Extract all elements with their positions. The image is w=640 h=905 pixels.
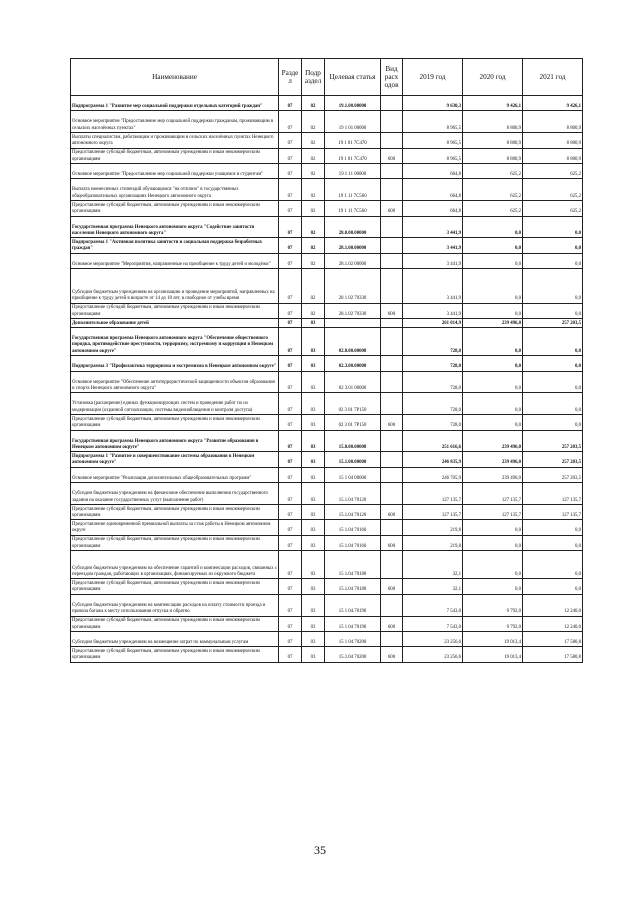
row-section-cell: 07 <box>279 356 302 371</box>
row-subsection-cell: 03 <box>302 579 325 594</box>
row-article-cell: 15.1.04 70200 <box>325 647 381 662</box>
row-value-2021: 8 800,9 <box>523 111 583 133</box>
budget-table <box>70 58 583 663</box>
table-row <box>71 594 583 616</box>
row-article-cell: 15 1 04 00000 <box>325 467 381 482</box>
row-section-cell: 07 <box>279 452 302 467</box>
row-value-2021: 0,0 <box>523 303 583 318</box>
row-value-2019: 7 543,0 <box>403 594 463 616</box>
row-name-cell: Предоставление субсидий бюджетным, автономным учреждениям и иным некоммерческим организациям <box>71 505 279 520</box>
row-name-cell: Основное мероприятие "Предоставление мер социальной поддержки гражданам, проживающим в сельских населённых пунктах" <box>71 111 279 133</box>
row-value-2021: 0,0 <box>523 579 583 594</box>
row-subsection-cell: 03 <box>302 356 325 371</box>
row-value-2019: 664,8 <box>403 201 463 216</box>
row-value-2019: 127 135,7 <box>403 505 463 520</box>
row-value-2020: 0,0 <box>463 216 523 238</box>
row-value-2019: 219,8 <box>403 520 463 535</box>
table-row <box>71 393 583 415</box>
row-value-2021: 0,0 <box>523 269 583 304</box>
row-value-2021: 625,2 <box>523 201 583 216</box>
row-subsection-cell: 02 <box>302 253 325 268</box>
table-row <box>71 452 583 467</box>
row-value-2020: 239 496,0 <box>463 430 523 452</box>
table-row <box>71 616 583 631</box>
row-section-cell: 07 <box>279 303 302 318</box>
row-value-2019: 3 441,9 <box>403 238 463 253</box>
row-section-cell: 07 <box>279 371 302 393</box>
row-section-cell: 07 <box>279 520 302 535</box>
row-value-2020: 0,0 <box>463 238 523 253</box>
row-expense-type-cell: 600 <box>381 303 403 318</box>
row-subsection-cell: 03 <box>302 535 325 550</box>
table-body <box>71 96 583 663</box>
row-expense-type-cell: 600 <box>381 415 403 430</box>
row-article-cell: 19.1.00.00000 <box>325 96 381 111</box>
table-row <box>71 133 583 148</box>
row-expense-type-cell: 600 <box>381 535 403 550</box>
row-expense-type-cell <box>381 483 403 505</box>
row-value-2021: 0,0 <box>523 371 583 393</box>
table-row <box>71 328 583 356</box>
row-name-cell: Субсидии бюджетным учреждениям на обеспечение гарантий и компенсации расходов, связанных с переездом граждан, работающих в организациях, финансируемых из окружного бюджета <box>71 551 279 579</box>
row-subsection-cell: 02 <box>302 148 325 163</box>
row-value-2020: 0,0 <box>463 535 523 550</box>
row-name-cell: Предоставление субсидий бюджетным, автономным учреждениям и иным некоммерческим организациям <box>71 303 279 318</box>
row-section-cell: 07 <box>279 616 302 631</box>
row-name-cell: Предоставление субсидий бюджетным, автономным учреждениям и иным некоммерческим организациям <box>71 148 279 163</box>
row-article-cell <box>325 319 381 328</box>
row-value-2020: 0,0 <box>463 371 523 393</box>
row-name-cell: Субсидии бюджетным учреждениям на организацию и проведение мероприятий, направленных на приобщение к труду детей в возрасте от 14 до 18 лет, в свободное от учебы время <box>71 269 279 304</box>
row-article-cell: 02 3.01 00000 <box>325 371 381 393</box>
row-section-cell: 07 <box>279 238 302 253</box>
row-name-cell: Предоставление единовременной премиальной выплаты за стаж работы в Ненецком автономном округе <box>71 520 279 535</box>
row-expense-type-cell <box>381 133 403 148</box>
row-subsection-cell: 03 <box>302 631 325 646</box>
row-expense-type-cell <box>381 430 403 452</box>
header-year-2021: 2021 год <box>523 59 583 96</box>
row-expense-type-cell: 600 <box>381 647 403 662</box>
table-row <box>71 631 583 646</box>
row-expense-type-cell <box>381 328 403 356</box>
header-year-2019: 2019 год <box>403 59 463 96</box>
row-name-cell: Установка (расширение) единых функционирующих систем и проведение работ по их модернизации (охранной сигнализации, системы видеонаблюдения и контроля доступа) <box>71 393 279 415</box>
row-name-cell: Подпрограмма 3 "Профилактика терроризма и экстремизма в Ненецком автономном округе" <box>71 356 279 371</box>
row-section-cell: 07 <box>279 163 302 178</box>
row-name-cell: Предоставление субсидий бюджетным, автономным учреждениям и иным некоммерческим организациям <box>71 415 279 430</box>
row-article-cell: 15 1.04 70180 <box>325 551 381 579</box>
row-section-cell: 07 <box>279 594 302 616</box>
row-value-2020: 0,0 <box>463 415 523 430</box>
row-subsection-cell: 03 <box>302 647 325 662</box>
row-value-2020: 9 792,0 <box>463 594 523 616</box>
row-expense-type-cell <box>381 371 403 393</box>
row-name-cell: Субсидии бюджетным учреждениям на возмещение затрат по коммунальным услугам <box>71 631 279 646</box>
row-name-cell: Предоставление субсидий бюджетным, автономным учреждениям и иным некоммерческим организациям <box>71 201 279 216</box>
row-value-2019: 3 441,9 <box>403 253 463 268</box>
row-value-2021: 17 580,8 <box>523 631 583 646</box>
row-value-2019: 246 705,9 <box>403 467 463 482</box>
page-number: 35 <box>314 843 326 857</box>
row-section-cell: 07 <box>279 505 302 520</box>
row-expense-type-cell: 600 <box>381 148 403 163</box>
row-value-2021: 0,0 <box>523 238 583 253</box>
row-value-2020: 0,0 <box>463 579 523 594</box>
row-name-cell: Дополнительное образование детей <box>71 319 279 328</box>
row-subsection-cell: 03 <box>302 520 325 535</box>
table-row <box>71 371 583 393</box>
row-article-cell: 02 3 01 7Р150 <box>325 393 381 415</box>
table-row <box>71 356 583 371</box>
row-value-2020: 9 426,1 <box>463 96 523 111</box>
row-name-cell: Выплата ежемесячных стипендий обучающимся "на отлично" в государственных общеобразовательных организациях Ненецкого автономного округа <box>71 179 279 201</box>
row-section-cell: 07 <box>279 201 302 216</box>
row-subsection-cell: 02 <box>302 133 325 148</box>
table-row <box>71 647 583 662</box>
row-value-2021: 0,0 <box>523 415 583 430</box>
row-value-2021: 12 240,0 <box>523 594 583 616</box>
row-expense-type-cell <box>381 520 403 535</box>
row-expense-type-cell <box>381 356 403 371</box>
row-article-cell: 15.1.00.00000 <box>325 452 381 467</box>
row-value-2021: 257 203,5 <box>523 467 583 482</box>
table-row <box>71 319 583 328</box>
row-article-cell: 15 1.04 70160 <box>325 535 381 550</box>
row-section-cell: 07 <box>279 148 302 163</box>
row-expense-type-cell <box>381 452 403 467</box>
row-value-2020: 0,0 <box>463 303 523 318</box>
row-subsection-cell: 02 <box>302 179 325 201</box>
row-value-2019: 3 441,9 <box>403 269 463 304</box>
row-section-cell: 07 <box>279 551 302 579</box>
table-row <box>71 96 583 111</box>
row-name-cell: Предоставление субсидий бюджетным, автономным учреждениям и иным некоммерческим организациям <box>71 579 279 594</box>
row-expense-type-cell <box>381 238 403 253</box>
row-value-2021: 257 203,5 <box>523 430 583 452</box>
row-value-2019: 32,1 <box>403 579 463 594</box>
row-article-cell: 19 1 01 7С470 <box>325 133 381 148</box>
row-value-2021: 625,2 <box>523 179 583 201</box>
row-section-cell: 07 <box>279 647 302 662</box>
row-value-2020: 0,0 <box>463 520 523 535</box>
row-value-2019: 8 965,5 <box>403 111 463 133</box>
row-section-cell: 07 <box>279 535 302 550</box>
row-expense-type-cell: 600 <box>381 201 403 216</box>
row-value-2020: 127 135,7 <box>463 483 523 505</box>
row-value-2021: 127 135,7 <box>523 483 583 505</box>
row-expense-type-cell <box>381 96 403 111</box>
row-section-cell: 07 <box>279 216 302 238</box>
table-row <box>71 551 583 579</box>
row-expense-type-cell <box>381 179 403 201</box>
row-subsection-cell: 02 <box>302 163 325 178</box>
row-section-cell: 07 <box>279 111 302 133</box>
row-value-2019: 728,0 <box>403 356 463 371</box>
row-subsection-cell: 03 <box>302 551 325 579</box>
row-value-2021: 0,0 <box>523 535 583 550</box>
table-row <box>71 148 583 163</box>
row-article-cell: 19 1 01 7С470 <box>325 148 381 163</box>
row-expense-type-cell <box>381 551 403 579</box>
row-subsection-cell: 03 <box>302 430 325 452</box>
row-value-2019: 3 441,9 <box>403 216 463 238</box>
row-value-2020: 8 800,9 <box>463 111 523 133</box>
row-value-2019: 219,8 <box>403 535 463 550</box>
row-expense-type-cell <box>381 594 403 616</box>
row-value-2020: 127 135,7 <box>463 505 523 520</box>
table-row <box>71 201 583 216</box>
row-subsection-cell: 03 <box>302 393 325 415</box>
row-value-2019: 9 630,3 <box>403 96 463 111</box>
row-name-cell: Предоставление субсидий бюджетным, автономным учреждениям и иным некоммерческим организациям <box>71 535 279 550</box>
header-article: Целевая статья <box>325 59 381 96</box>
row-name-cell: Подпрограмма 1 "Активная политика занятости и социальная поддержка безработных граждан" <box>71 238 279 253</box>
row-value-2019: 728,0 <box>403 415 463 430</box>
table-row <box>71 579 583 594</box>
row-value-2019: 261 014,9 <box>403 319 463 328</box>
row-name-cell: Предоставление субсидий бюджетным, автономным учреждениям и иным некоммерческим организациям <box>71 647 279 662</box>
row-value-2021: 17 580,8 <box>523 647 583 662</box>
row-expense-type-cell <box>381 319 403 328</box>
row-value-2019: 728,0 <box>403 328 463 356</box>
row-expense-type-cell: 600 <box>381 616 403 631</box>
row-expense-type-cell <box>381 163 403 178</box>
row-value-2020: 9 792,0 <box>463 616 523 631</box>
row-value-2020: 239 496,0 <box>463 467 523 482</box>
row-value-2019: 23 256,6 <box>403 631 463 646</box>
row-value-2021: 0,0 <box>523 356 583 371</box>
row-subsection-cell: 03 <box>302 483 325 505</box>
row-article-cell: 15.0.00.00000 <box>325 430 381 452</box>
row-article-cell: 02 3 01 7Р150 <box>325 415 381 430</box>
table-header-row <box>71 59 583 96</box>
row-value-2019: 127 135,7 <box>403 483 463 505</box>
row-name-cell: Основное мероприятие "Мероприятия, направленные на приобщение к труду детей и молодёжи" <box>71 253 279 268</box>
row-name-cell: Подпрограмма 1 "Развитие мер социальной поддержки отдельных категорий граждан" <box>71 96 279 111</box>
row-name-cell: Основное мероприятие "Обеспечение антитеррористической защищенности объектов образования и спорта Ненецкого автономного округа" <box>71 371 279 393</box>
row-article-cell: 28.0.00.00000 <box>325 216 381 238</box>
row-expense-type-cell: 600 <box>381 579 403 594</box>
row-value-2019: 246 835,9 <box>403 452 463 467</box>
header-subsection: Подр аздел <box>302 59 325 96</box>
row-value-2019: 728,0 <box>403 393 463 415</box>
row-subsection-cell: 03 <box>302 452 325 467</box>
row-value-2021: 0,0 <box>523 216 583 238</box>
row-section-cell: 07 <box>279 430 302 452</box>
row-expense-type-cell <box>381 216 403 238</box>
row-name-cell: Основное мероприятие "Реализация дополнительных общеобразовательных программ" <box>71 467 279 482</box>
header-year-2020: 2020 год <box>463 59 523 96</box>
row-value-2020: 239 496,0 <box>463 452 523 467</box>
row-section-cell: 07 <box>279 579 302 594</box>
row-value-2020: 19 013,4 <box>463 631 523 646</box>
row-value-2020: 0,0 <box>463 269 523 304</box>
row-subsection-cell: 03 <box>302 371 325 393</box>
row-article-cell: 19 1 01 00000 <box>325 111 381 133</box>
row-value-2020: 625,2 <box>463 179 523 201</box>
row-value-2021: 8 800,9 <box>523 133 583 148</box>
table-row <box>71 415 583 430</box>
row-value-2019: 664,8 <box>403 179 463 201</box>
row-subsection-cell: 02 <box>302 96 325 111</box>
row-section-cell: 07 <box>279 483 302 505</box>
header-section: Разде л <box>279 59 302 96</box>
row-section-cell: 07 <box>279 319 302 328</box>
row-value-2021: 0,0 <box>523 393 583 415</box>
row-section-cell: 07 <box>279 253 302 268</box>
row-article-cell: 19 1 11 00000 <box>325 163 381 178</box>
row-section-cell: 07 <box>279 393 302 415</box>
row-section-cell: 07 <box>279 631 302 646</box>
row-subsection-cell: 02 <box>302 303 325 318</box>
row-name-cell: Подпрограмма 1 "Развитие и совершенствование системы образования в Ненецком автономном округе" <box>71 452 279 467</box>
row-subsection-cell: 02 <box>302 216 325 238</box>
row-section-cell: 07 <box>279 179 302 201</box>
row-article-cell: 15 1.04 70160 <box>325 520 381 535</box>
row-value-2019: 7 543,0 <box>403 616 463 631</box>
table-row <box>71 520 583 535</box>
table-row <box>71 269 583 304</box>
row-value-2021: 0,0 <box>523 551 583 579</box>
row-subsection-cell: 03 <box>302 616 325 631</box>
row-value-2020: 8 800,9 <box>463 133 523 148</box>
row-expense-type-cell <box>381 269 403 304</box>
row-subsection-cell: 03 <box>302 319 325 328</box>
row-subsection-cell: 02 <box>302 269 325 304</box>
table-row <box>71 179 583 201</box>
row-article-cell: 02.0.00.00000 <box>325 328 381 356</box>
row-section-cell: 07 <box>279 415 302 430</box>
row-value-2021: 9 426,1 <box>523 96 583 111</box>
row-article-cell: 02.3.00.00000 <box>325 356 381 371</box>
row-value-2019: 251 616,6 <box>403 430 463 452</box>
row-subsection-cell: 02 <box>302 111 325 133</box>
row-value-2021: 8 800,9 <box>523 148 583 163</box>
row-value-2020: 8 800,9 <box>463 148 523 163</box>
row-value-2021: 0,0 <box>523 328 583 356</box>
table-row <box>71 483 583 505</box>
row-value-2020: 19 013,4 <box>463 647 523 662</box>
row-expense-type-cell <box>381 393 403 415</box>
row-article-cell: 19 1 11 7С560 <box>325 201 381 216</box>
row-name-cell: Выплаты специалистам, работающим и проживающим в сельских населённых пунктах Ненецкого автономного округа <box>71 133 279 148</box>
row-article-cell: 15.1.04 70180 <box>325 579 381 594</box>
row-expense-type-cell <box>381 631 403 646</box>
table-row <box>71 216 583 238</box>
row-article-cell: 15.1.04 70120 <box>325 505 381 520</box>
table-row <box>71 467 583 482</box>
row-value-2021: 625,2 <box>523 163 583 178</box>
row-subsection-cell: 03 <box>302 467 325 482</box>
row-expense-type-cell <box>381 111 403 133</box>
row-value-2019: 728,0 <box>403 371 463 393</box>
row-section-cell: 07 <box>279 328 302 356</box>
row-value-2020: 0,0 <box>463 253 523 268</box>
row-value-2019: 8 965,5 <box>403 133 463 148</box>
table-row <box>71 163 583 178</box>
row-name-cell: Государственная программа Ненецкого автономного округа "Обеспечение общественного порядка, противодействие преступности, терроризму, экстремизму и коррупции в Ненецком автономном округе" <box>71 328 279 356</box>
row-subsection-cell: 02 <box>302 201 325 216</box>
row-section-cell: 07 <box>279 467 302 482</box>
row-section-cell: 07 <box>279 133 302 148</box>
row-article-cell: 15.1.04 70120 <box>325 483 381 505</box>
row-subsection-cell: 03 <box>302 594 325 616</box>
row-name-cell: Государственная программа Ненецкого автономного округа "Развитие образования в Ненецком автономном округе" <box>71 430 279 452</box>
row-article-cell: 28.1.00.00000 <box>325 238 381 253</box>
row-subsection-cell: 02 <box>302 238 325 253</box>
row-name-cell: Субсидии бюджетным учреждениям на компенсацию расходов на оплату стоимости проезда и провоза багажа к месту использования отпуска и обратно <box>71 594 279 616</box>
row-value-2021: 257 203,5 <box>523 319 583 328</box>
row-value-2021: 0,0 <box>523 253 583 268</box>
row-expense-type-cell: 600 <box>381 505 403 520</box>
row-value-2020: 625,2 <box>463 163 523 178</box>
row-subsection-cell: 03 <box>302 328 325 356</box>
row-value-2021: 12 240,0 <box>523 616 583 631</box>
row-value-2019: 664,8 <box>403 163 463 178</box>
row-value-2020: 625,2 <box>463 201 523 216</box>
row-subsection-cell: 03 <box>302 415 325 430</box>
table-row <box>71 430 583 452</box>
row-value-2020: 0,0 <box>463 393 523 415</box>
row-article-cell: 19 1 11 7С560 <box>325 179 381 201</box>
row-expense-type-cell <box>381 253 403 268</box>
row-name-cell: Основное мероприятие "Предоставление мер социальной поддержки учащимся и студентам" <box>71 163 279 178</box>
table-row <box>71 535 583 550</box>
table-row <box>71 253 583 268</box>
row-value-2020: 0,0 <box>463 328 523 356</box>
row-section-cell: 07 <box>279 96 302 111</box>
row-value-2019: 23 256,6 <box>403 647 463 662</box>
row-value-2021: 257 203,5 <box>523 452 583 467</box>
row-article-cell: 28.1.02 70330 <box>325 303 381 318</box>
row-value-2019: 32,1 <box>403 551 463 579</box>
table-row <box>71 111 583 133</box>
header-name: Наименование <box>71 59 279 96</box>
row-value-2021: 0,0 <box>523 520 583 535</box>
row-name-cell: Предоставление субсидий бюджетным, автономным учреждениям и иным некоммерческим организациям <box>71 616 279 631</box>
row-value-2020: 0,0 <box>463 356 523 371</box>
row-value-2020: 239 496,0 <box>463 319 523 328</box>
row-article-cell: 28.1.02 00000 <box>325 253 381 268</box>
row-value-2019: 3 441,9 <box>403 303 463 318</box>
row-name-cell: Государственная программа Ненецкого автономного округа "Содействие занятости населения Ненецкого автономного округа" <box>71 216 279 238</box>
row-subsection-cell: 03 <box>302 505 325 520</box>
row-article-cell: 15 1 04 70200 <box>325 631 381 646</box>
row-article-cell: 15 1 04 70190 <box>325 616 381 631</box>
row-name-cell: Субсидии бюджетным учреждениям на финансовое обеспечение выполнения государственного задания на оказание государственных услуг (выполнение работ) <box>71 483 279 505</box>
header-expense-type: Вид расх одов <box>381 59 403 96</box>
table-row <box>71 238 583 253</box>
row-article-cell: 15 1 04.70190 <box>325 594 381 616</box>
row-value-2019: 8 965,5 <box>403 148 463 163</box>
row-article-cell: 28 1 02 70330 <box>325 269 381 304</box>
table-row <box>71 505 583 520</box>
row-value-2021: 127 135,7 <box>523 505 583 520</box>
table-row <box>71 303 583 318</box>
row-section-cell: 07 <box>279 269 302 304</box>
row-value-2020: 0,0 <box>463 551 523 579</box>
row-expense-type-cell <box>381 467 403 482</box>
